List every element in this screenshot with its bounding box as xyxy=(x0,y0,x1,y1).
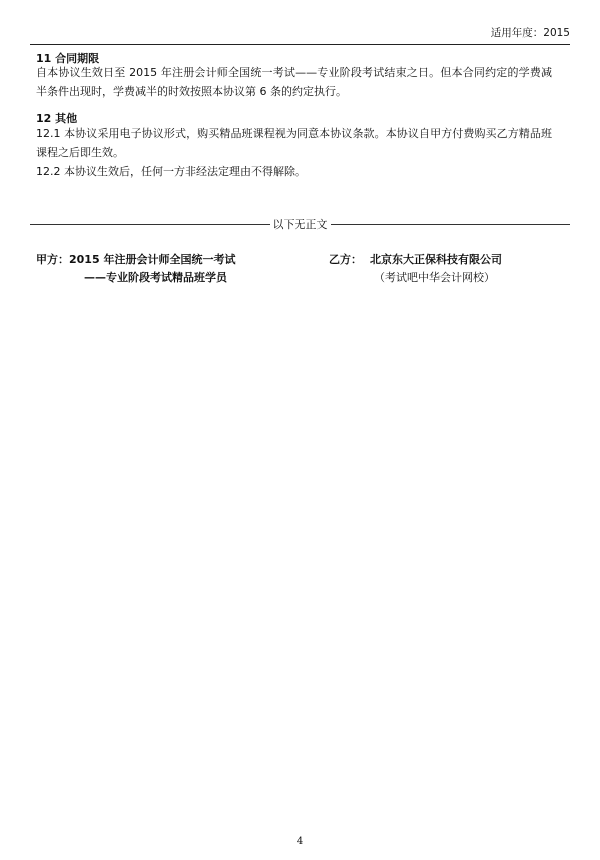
end-of-text-divider xyxy=(30,214,570,234)
party-a-name-line2: ——专业阶段考试精品班学员 xyxy=(84,271,227,284)
section-12-title: 12 其他 xyxy=(36,112,78,125)
divider-line-left xyxy=(30,224,270,225)
party-b-name-line1: 北京东大正保科技有限公司 xyxy=(370,253,502,266)
divider-label: 以下无正文 xyxy=(272,218,328,231)
party-b xyxy=(329,251,502,287)
section-11-text xyxy=(36,63,552,101)
party-b-name-line2: （考试吧中华会计网校） xyxy=(374,271,495,284)
applicable-year: 适用年度：2015 xyxy=(490,27,570,39)
page-number: 4 xyxy=(296,836,304,847)
section-11-body: 自本协议生效日至 2015 年注册会计师全国统一考试——专业阶段考试结束之日。但本合同约定的学费减半条件出现时，学费减半的时效按照本协议第 6 条的约定执行。 xyxy=(36,66,552,98)
party-a-name-line1: 2015 年注册会计师全国统一考试 xyxy=(69,253,236,266)
clause-12-2: 12.2 本协议生效后，任何一方非经法定理由不得解除。 xyxy=(36,165,306,178)
section-11-title: 11 合同期限 xyxy=(36,52,100,65)
party-a-label: 甲方： xyxy=(36,253,69,266)
section-12-paragraph-2 xyxy=(36,162,552,181)
party-b-label: 乙方： xyxy=(329,253,362,266)
clause-12-1: 12.1 本协议采用电子协议形式，购买精品班课程视为同意本协议条款。本协议自甲方付费购买乙方精品班课程之后即生效。 xyxy=(36,127,552,159)
page-header xyxy=(30,22,570,45)
section-12-paragraph-1 xyxy=(36,124,552,162)
party-a xyxy=(36,251,235,287)
divider-line-right xyxy=(331,224,571,225)
